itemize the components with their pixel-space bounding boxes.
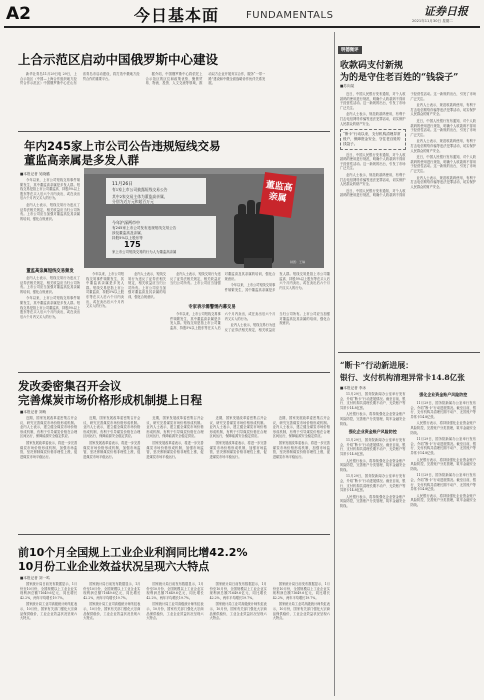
story3-paragraph: 近期，国家发展改革委密集召开会议，研究完善煤炭市场价格形成机制。业内人士表示，建立健全煤炭市场价格形成机制，有利于引导煤炭价格在合理区间运行，保障能源安全稳定供应。 bbox=[83, 416, 141, 439]
story2-paragraph: 今年以来，上市公司短线交易事件频繁发生，其中董监高亲属是多发人群。短线交易是指上市公司董监高、持股5%以上股东等在买入后六个月内卖出，或在卖出后六个月内又买入的行为。 bbox=[20, 296, 80, 319]
sidebar-bottom-paragraph: 人民银行表示，将持续强化企业资金账户风险防控，完善账户分类管理，筑牢金融安全防线。 bbox=[340, 412, 406, 426]
story2-paragraph: 业内人士表示，短线交易行为违反了证券法相关规定，相关收益应当归公司所有。上市公司应当加强对董监高及其亲属的培训，强化合规意识。 bbox=[20, 276, 80, 294]
sidebar-top-paragraph: 近日，中国人民银行发布通知，对个人收款码的使用进行规范，明确个人收款码不得用于经营性活动。这一新规的出台，引发了市场广泛关注。 bbox=[410, 155, 476, 173]
infographic-text-4: 分别为近万元和超百万元 bbox=[112, 199, 154, 204]
sidebar-pull-quote-text: “断卡”行动以来，支付机构清理异常账户，保障资金安全，守住老百姓的钱袋子。 bbox=[343, 132, 401, 146]
story3-byline: ■本报记者 刘萌 bbox=[20, 410, 47, 414]
story1-paragraph: 新华社青岛11月29日电 29日，上合示范区（中国—上海合作组织地方经贸合作示范区）中国俄罗斯中心在山东省青岛市启动建设，将打造中俄地方经贸合作的重要平台。 bbox=[20, 72, 140, 86]
sidebar-pull-quote bbox=[340, 129, 406, 149]
infographic-highlight-number: 175 bbox=[124, 240, 141, 249]
story2-body-left-2 bbox=[20, 276, 80, 368]
sidebar-top-paragraph: 业内人士表示，规范收款码使用，有利于打击电信网络诈骗等违法犯罪活动，切实保护人民群众的财产安全。 bbox=[340, 172, 406, 187]
sidebar-top-paragraph: 业内人士表示，规范收款码使用，有利于打击电信网络诈骗等违法犯罪活动，切实保护人民群众的财产安全。 bbox=[410, 175, 476, 189]
sidebar-bottom-byline: ■本报记者 李冰 bbox=[340, 386, 367, 390]
story2-paragraph: 今年以来，上市公司短线交易事件频繁发生，其中董监高亲属是多发人群。短线交易是指上市公司董监高、持股5%以上股东等在买入后六个月内卖出，或在卖出后六个月内又买入的行为。 bbox=[224, 272, 330, 292]
story4-paragraph: 国家统计局工业司高级统计师朱虹表示，10月份，国家有关部门强化大宗商品保供稳价，工业企业效益状况呈现六大特点。 bbox=[83, 602, 141, 621]
story4-paragraph: 国家统计局日前发布数据显示，1月份至10月份，全国规模以上工业企业实现利润总额71649.6亿元，同比增长42.2%，两年平均增长19.7%。 bbox=[83, 582, 141, 600]
story3-paragraph: 国家发展改革委表示，将进一步完善煤炭市场价格形成机制，加强市场监管，坚决遏制煤炭价格非理性上涨，促进煤炭市场平稳运行。 bbox=[209, 440, 267, 459]
story4-headline-line2: 10月份工业企业效益状况呈现六大特点 bbox=[18, 560, 210, 573]
sidebar-top-body bbox=[340, 92, 476, 350]
sidebar-bottom-paragraph: 11月29日，国务院新闻办公室举行发布会，介绍“断卡”行动进展情况。截至目前，银行、支付机构共清理长期不动户、无效账户等异常卡14.8亿张。 bbox=[410, 401, 476, 419]
sidebar-top-paragraph: 近日，中国人民银行发布通知，对个人收款码的使用进行规范，明确个人收款码不得用于经营性活动。这一新规的出台，引发了市场广泛关注。 bbox=[410, 118, 476, 137]
story4-paragraph: 国家统计局日前发布数据显示，1月份至10月份，全国规模以上工业企业实现利润总额71649.6亿元，同比增长42.2%，两年平均增长19.7%。 bbox=[209, 582, 267, 600]
sidebar-top-headline-line2: 为的是守住老百姓的“钱袋子” bbox=[340, 73, 459, 83]
infographic-text-5: 今年沪深两市中 bbox=[112, 220, 140, 225]
story2-subhead-2: 专家表示需警惕内幕交易 bbox=[188, 305, 236, 310]
story4-headline-line1: 前10个月全国规上工业企业利润同比增42.2% bbox=[18, 546, 248, 559]
story1-paragraph: 据介绍，中国俄罗斯中心将依托上合示范区的区位和政策优势，聚焦贸易、物流、投资、人文交流等领域，推动双方企业开展务实合作，服务“一带一路”建设和中俄全面战略协作伙伴关系发展。 bbox=[145, 72, 266, 86]
story4-byline: ■本报记者 刘一鸣 bbox=[20, 576, 50, 580]
sidebar-top-paragraph: 近日，中国人民银行发布通知，对个人收款码的使用进行规范，明确个人收款码不得用于经营性活动。这一新规的出台，引发了市场广泛关注。 bbox=[340, 92, 406, 110]
story3-paragraph: 国家发展改革委表示，将进一步完善煤炭市场价格形成机制，加强市场监管，坚决遏制煤炭价格非理性上涨，促进煤炭市场平稳运行。 bbox=[20, 440, 78, 459]
story4-paragraph: 国家统计局工业司高级统计师朱虹表示，10月份，国家有关部门强化大宗商品保供稳价，工业企业效益状况呈现六大特点。 bbox=[209, 602, 267, 621]
story2-subhead-1: 董监高亲属短线交易频发 bbox=[26, 269, 74, 274]
sidebar-top-paragraph: 业内人士表示，规范收款码使用，有利于打击电信网络诈骗等违法犯罪活动，切实保护人民群众的财产安全。 bbox=[410, 139, 476, 153]
story4-paragraph: 国家统计局日前发布数据显示，1月份至10月份，全国规模以上工业企业实现利润总额71649.6亿元，同比增长42.2%，两年平均增长19.7%。 bbox=[146, 582, 204, 600]
story3-body bbox=[20, 416, 330, 532]
sidebar-top-headline-line1: 收款码支付新规 bbox=[340, 61, 404, 71]
sidebar-bottom-paragraph: 11月29日，国务院新闻办公室举行发布会，介绍“断卡”行动进展情况。截至目前，银行、支付机构共清理长期不动户、无效账户等异常卡14.8亿张。 bbox=[410, 473, 476, 492]
infographic-text-3: 其中2家交易主体为董监高亲属， bbox=[112, 194, 168, 199]
story2-byline: ■本报记者 吴晓璐 bbox=[20, 172, 50, 176]
infographic-text-8: 持股5%以上股东等 bbox=[112, 236, 143, 240]
story2-divider bbox=[18, 372, 330, 373]
red-stamp-card bbox=[259, 172, 297, 218]
story2-paragraph: 业内人士表示，短线交易行为违反了证券法相关规定，相关收益应当归公司所有。上市公司应当加强对董监高及其亲属的培训，强化合规意识。 bbox=[128, 272, 166, 299]
story2-body-mid bbox=[86, 272, 166, 370]
story4-paragraph: 国家统计局日前发布数据显示，1月份至10月份，全国规模以上工业企业实现利润总额71649.6亿元，同比增长42.2%，两年平均增长19.7%。 bbox=[20, 582, 78, 600]
story2-paragraph: 业内人士表示，短线交易行为违反了证券法相关规定，相关收益应当归公司所有。上市公司应当加强对董监高及其亲属的培训，强化合规意识。 bbox=[224, 312, 330, 332]
story1-body bbox=[20, 72, 328, 130]
stamp-line-1: 董监高 bbox=[265, 180, 294, 194]
story3-paragraph: 国家发展改革委表示，将进一步完善煤炭市场价格形成机制，加强市场监管，坚决遏制煤炭价格非理性上涨，促进煤炭市场平稳运行。 bbox=[272, 440, 330, 459]
infographic-text-6: 有245家上市公司发布违规短线交易公告 bbox=[112, 226, 177, 230]
infographic-text-7: 涉及董监高及亲属、 bbox=[112, 231, 145, 235]
story2-headline-line1: 年内245家上市公司公告违规短线交易 bbox=[24, 139, 221, 153]
story3-paragraph: 国家发展改革委表示，将进一步完善煤炭市场价格形成机制，加强市场监管，坚决遏制煤炭价格非理性上涨，促进煤炭市场平稳运行。 bbox=[146, 440, 204, 459]
sidebar-divider bbox=[338, 352, 480, 353]
sidebar-bottom-paragraph: 人民银行表示，将持续强化企业资金账户风险防控，完善账户分类管理，筑牢金融安全防线。 bbox=[340, 458, 406, 472]
sidebar-bottom-paragraph: 11月29日，国务院新闻办公室举行发布会，介绍“断卡”行动进展情况。截至目前，银行、支付机构共清理长期不动户、无效账户等异常卡14.8亿张。 bbox=[410, 437, 476, 455]
story4-paragraph: 国家统计局日前发布数据显示，1月份至10月份，全国规模以上工业企业实现利润总额71649.6亿元，同比增长42.2%，两年平均增长19.7%。 bbox=[272, 582, 330, 600]
sidebar-bottom-subhead-1: 强化企业资金账户风险防控 bbox=[348, 429, 397, 435]
sidebar-bottom-headline-line1: “断卡”行动新进展： bbox=[340, 360, 414, 370]
story2-paragraph: 业内人士表示，短线交易行为违反了证券法相关规定，相关收益应当归公司所有。上市公司应当加强对董监高及其亲属的培训，强化合规意识。 bbox=[20, 202, 80, 221]
story3-headline-line2: 完善煤炭市场价格形成机制提上日程 bbox=[18, 393, 202, 407]
story2-body-left bbox=[20, 178, 80, 268]
story4-paragraph: 国家统计局工业司高级统计师朱虹表示，10月份，国家有关部门强化大宗商品保供稳价，工业企业效益状况呈现六大特点。 bbox=[272, 602, 330, 621]
sidebar-bottom-paragraph: 人民银行表示，将持续强化企业资金账户风险防控，完善账户分类管理，筑牢金融安全防线。 bbox=[340, 494, 406, 508]
story3-paragraph: 近期，国家发展改革委密集召开会议，研究完善煤炭市场价格形成机制。业内人士表示，建立健全煤炭市场价格形成机制，有利于引导煤炭价格在合理区间运行，保障能源安全稳定供应。 bbox=[272, 416, 330, 439]
story2-body-right bbox=[170, 272, 330, 302]
header-rule bbox=[4, 26, 480, 28]
stamp-line-2: 亲属 bbox=[267, 191, 288, 205]
story2-paragraph: 今年以来，上市公司短线交易事件频繁发生，其中董监高亲属是多发人群。短线交易是指上市公司董监高、持股5%以上股东等在买入后六个月内卖出，或在卖出后六个月内又买入的行为。 bbox=[86, 272, 124, 309]
story3-paragraph: 近期，国家发展改革委密集召开会议，研究完善煤炭市场价格形成机制。业内人士表示，建立健全煤炭市场价格形成机制，有利于引导煤炭价格在合理区间运行，保障能源安全稳定供应。 bbox=[209, 416, 267, 439]
newspaper-logo: 证券日报 bbox=[424, 5, 468, 18]
infographic-text-9: 家上市公司短线交易的行为人为董监高亲属 bbox=[112, 250, 177, 254]
date-line: 2021年11月30日 星期二 bbox=[412, 19, 453, 23]
story2-paragraph: 今年以来，上市公司短线交易事件频繁发生，其中董监高亲属是多发人群。短线交易是指上市公司董监高、持股5%以上股东等在买入后六个月内卖出，或在卖出后六个月内又买入的行为。 bbox=[170, 312, 276, 330]
section-title: 今日基本面 bbox=[134, 6, 220, 25]
story2-paragraph: 今年以来，上市公司短线交易事件频繁发生，其中董监高亲属是多发人群。短线交易是指上市公司董监高、持股5%以上股东等在买入后六个月内卖出，或在卖出后六个月内又买入的行为。 bbox=[20, 178, 80, 201]
story3-paragraph: 近期，国家发展改革委密集召开会议，研究完善煤炭市场价格形成机制。业内人士表示，建立健全煤炭市场价格形成机制，有利于引导煤炭价格在合理区间运行，保障能源安全稳定供应。 bbox=[20, 416, 78, 439]
story2-body-right-2 bbox=[170, 312, 330, 370]
sidebar-bottom-paragraph: 11月29日，国务院新闻办公室举行发布会，介绍“断卡”行动进展情况。截至目前，银行、支付机构共清理长期不动户、无效账户等异常卡14.8亿张。 bbox=[340, 474, 406, 493]
story3-paragraph: 国家发展改革委表示，将进一步完善煤炭市场价格形成机制，加强市场监管，坚决遏制煤炭价格非理性上涨，促进煤炭市场平稳运行。 bbox=[83, 440, 141, 459]
sidebar-top-byline: ■苏向杲 bbox=[340, 84, 355, 88]
sidebar-bottom-paragraph: 11月29日，国务院新闻办公室举行发布会，介绍“断卡”行动进展情况。截至目前，银行、支付机构共清理长期不动户、无效账户等异常卡14.8亿张。 bbox=[340, 438, 406, 456]
story1-divider bbox=[18, 131, 330, 132]
column-separator bbox=[334, 32, 335, 696]
sidebar-top-paragraph: 业内人士表示，规范收款码使用，有利于打击电信网络诈骗等违法犯罪活动，切实保护人民群众的财产安全。 bbox=[410, 103, 476, 117]
infographic bbox=[84, 168, 324, 268]
story2-headline-line2: 董监高亲属是多发人群 bbox=[24, 153, 139, 167]
story3-paragraph: 近期，国家发展改革委密集召开会议，研究完善煤炭市场价格形成机制。业内人士表示，建立健全煤炭市场价格形成机制，有利于引导煤炭价格在合理区间运行，保障能源安全稳定供应。 bbox=[146, 416, 204, 439]
story4-paragraph: 国家统计局工业司高级统计师朱虹表示，10月份，国家有关部门强化大宗商品保供稳价，工业企业效益状况呈现六大特点。 bbox=[20, 602, 78, 621]
sidebar-top-paragraph: 近日，中国人民银行发布通知，对个人收款码的使用进行规范，明确个人收款码不得用于经营性活动。这一新规的出台，引发了市场广泛关注。 bbox=[340, 152, 406, 171]
sidebar-bottom-body bbox=[340, 392, 476, 694]
column-tag: 明德微评 bbox=[338, 46, 362, 54]
sidebar-bottom-paragraph: 人民银行表示，将持续强化企业资金账户风险防控，完善账户分类管理，筑牢金融安全防线。 bbox=[410, 421, 476, 435]
sidebar-bottom-paragraph: 人民银行表示，将持续强化企业资金账户风险防控，完善账户分类管理，筑牢金融安全防线。 bbox=[410, 493, 476, 507]
infographic-credit: 制图：王琳 bbox=[290, 260, 306, 264]
story3-headline-line1: 发改委密集召开会议 bbox=[18, 379, 122, 393]
story2-paragraph: 业内人士表示，短线交易行为违反了证券法相关规定，相关收益应当归公司所有。上市公司应当加强对董监高及其亲属的培训，强化合规意识。 bbox=[170, 272, 276, 286]
sidebar-top-paragraph: 业内人士表示，规范收款码使用，有利于打击电信网络诈骗等违法犯罪活动，切实保护人民群众的财产安全。 bbox=[340, 112, 406, 126]
sidebar-bottom-paragraph: 人民银行表示，将持续强化企业资金账户风险防控，完善账户分类管理，筑牢金融安全防线。 bbox=[410, 457, 476, 471]
infographic-text-1: 11月26日 bbox=[112, 182, 133, 187]
section-english: FUNDAMENTALS bbox=[246, 10, 334, 21]
sidebar-bottom-subhead-2: 强化企业资金账户风险防控 bbox=[419, 392, 468, 397]
infographic-text-2: 有1家上市公司披露短线交易公告 bbox=[112, 187, 168, 192]
story1-headline: 上合示范区启动中国俄罗斯中心建设 bbox=[18, 52, 219, 67]
story3-divider bbox=[18, 534, 330, 535]
story4-body bbox=[20, 582, 330, 694]
page-number: A2 bbox=[6, 4, 31, 24]
sidebar-bottom-headline-line2: 银行、支付机构清理异常卡14.8亿张 bbox=[340, 373, 465, 382]
sidebar-top-paragraph: 近日，中国人民银行发布通知，对个人收款码的使用进行规范，明确个人收款码不得用于经营性活动。这一新规的出台，引发了市场广泛关注。 bbox=[340, 92, 476, 198]
story4-paragraph: 国家统计局工业司高级统计师朱虹表示，10月份，国家有关部门强化大宗商品保供稳价，工业企业效益状况呈现六大特点。 bbox=[146, 602, 204, 621]
sidebar-bottom-paragraph: 11月29日，国务院新闻办公室举行发布会，介绍“断卡”行动进展情况。截至目前，银行、支付机构共清理长期不动户、无效账户等异常卡14.8亿张。 bbox=[340, 392, 406, 410]
